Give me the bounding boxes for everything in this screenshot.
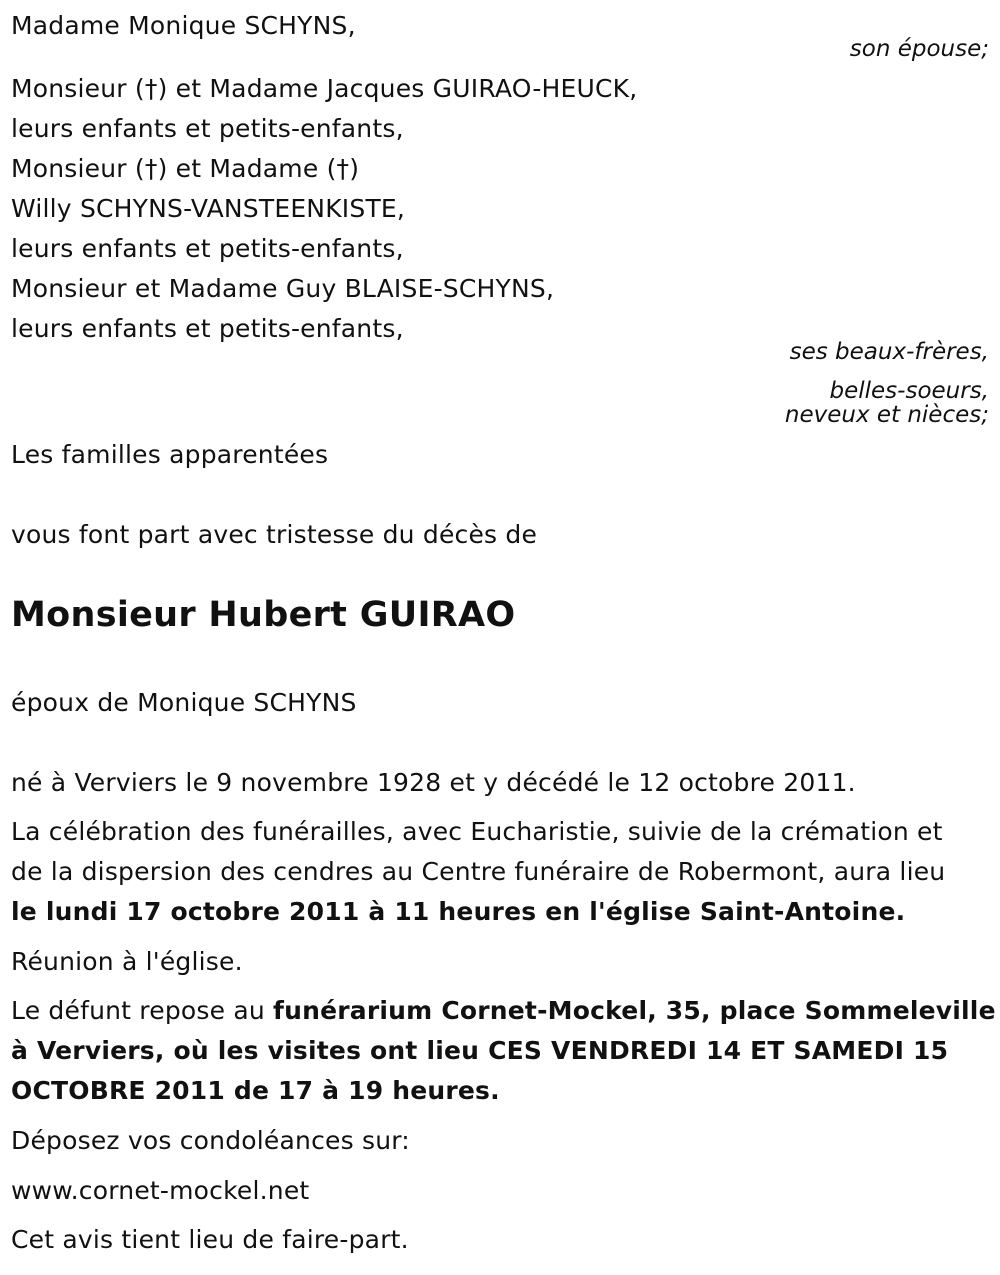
spouse-of: époux de Monique SCHYNS <box>11 688 357 717</box>
relatives-role-2: belles-soeurs, <box>829 378 989 404</box>
relatives-role-3: neveux et nièces; <box>784 402 989 428</box>
condolences-label: Déposez vos condoléances sur: <box>11 1126 410 1155</box>
relative-line-6: Monsieur et Madame Guy BLAISE-SCHYNS, <box>11 274 555 303</box>
relative-line-3: Monsieur (†) et Madame (†) <box>11 154 360 183</box>
relative-line-5: leurs enfants et petits-enfants, <box>11 234 404 263</box>
meeting-line: Réunion à l'église. <box>11 947 243 976</box>
families-line: Les familles apparentées <box>11 440 329 469</box>
visitation-line-2: à Verviers, où les visites ont lieu CES VENDREDI 14 ET SAMEDI 15 <box>11 1036 949 1065</box>
relative-line-2: leurs enfants et petits-enfants, <box>11 114 404 143</box>
closing-line: Cet avis tient lieu de faire-part. <box>11 1225 409 1254</box>
relative-line-1: Monsieur (†) et Madame Jacques GUIRAO-HEUCK, <box>11 74 638 103</box>
birth-death: né à Verviers le 9 novembre 1928 et y décédé le 12 octobre 2011. <box>11 768 856 797</box>
relative-line-7: leurs enfants et petits-enfants, <box>11 314 404 343</box>
visitation-line-1 <box>11 996 996 1026</box>
ceremony-line-1: La célébration des funérailles, avec Eucharistie, suivie de la crémation et <box>11 817 943 846</box>
announcement-intro: vous font part avec tristesse du décès de <box>11 520 538 549</box>
spouse-name: Madame Monique SCHYNS, <box>11 11 356 40</box>
spouse-role: son épouse; <box>849 36 989 62</box>
deceased-name: Monsieur Hubert GUIRAO <box>11 595 516 635</box>
visitation-line-3: OCTOBRE 2011 de 17 à 19 heures. <box>11 1076 500 1105</box>
visitation-prefix: Le défunt repose au <box>11 996 274 1025</box>
ceremony-date: le lundi 17 octobre 2011 à 11 heures en l'église Saint-Antoine. <box>11 897 906 926</box>
condolences-website[interactable]: www.cornet-mockel.net <box>11 1176 310 1205</box>
visitation-place: funérarium Cornet-Mockel, 35, place Sommeleville <box>273 996 996 1025</box>
ceremony-line-2: de la dispersion des cendres au Centre funéraire de Robermont, aura lieu <box>11 857 946 886</box>
relative-line-4: Willy SCHYNS-VANSTEENKISTE, <box>11 194 406 223</box>
relatives-role-1: ses beaux-frères, <box>789 339 989 365</box>
